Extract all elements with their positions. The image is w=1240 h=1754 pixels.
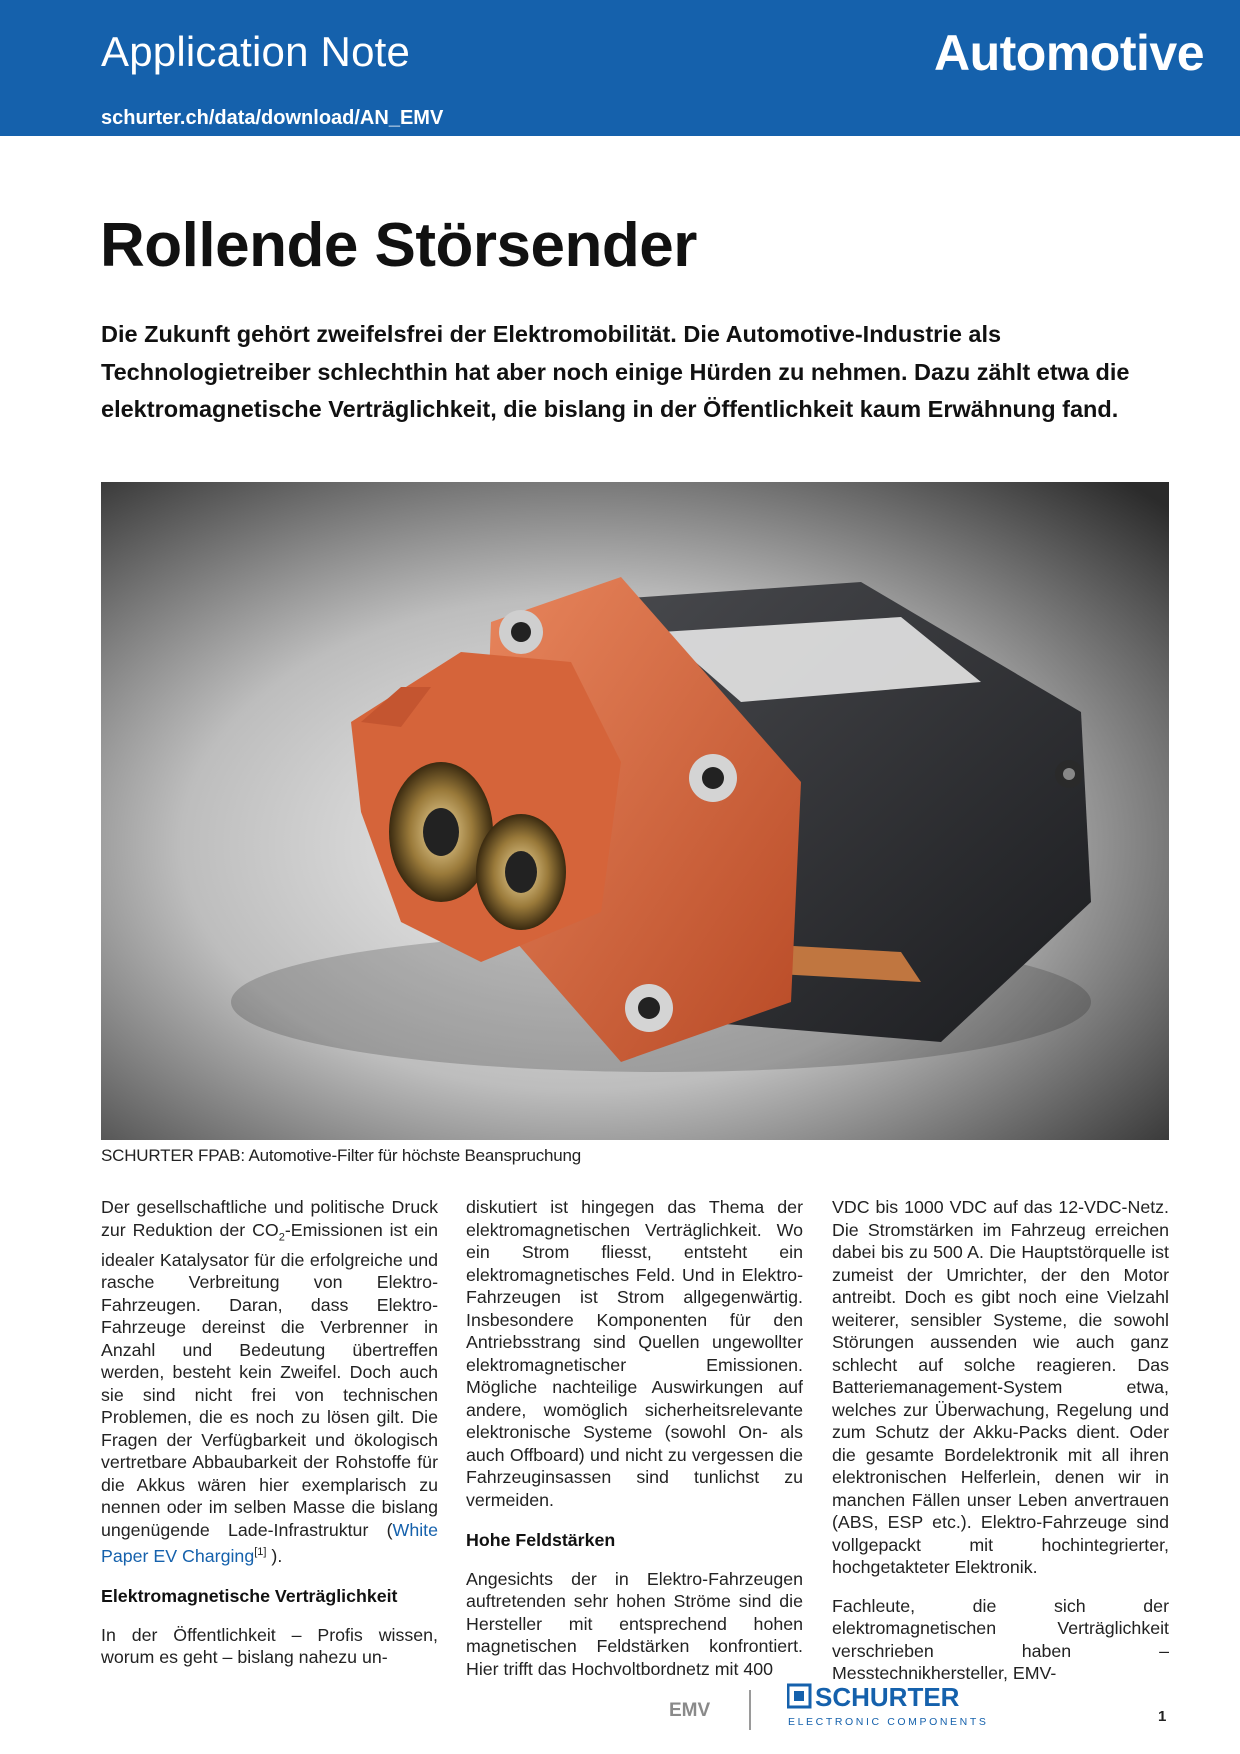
body-text: -Emissionen ist ein idealer Katalysator für die erfolgreiche und rasche Verbreitung von Elektro-Fahrzeugen. Daran, dass Elektro-Fahrzeuge dereinst die Verbrenner in Anzahl und Bedeutung übertreffen werden, besteht kein Zweifel. Doch auch sie sind nicht frei von technischen Problemen, die es noch zu lösen gilt. Die Fragen der Verfügbarkeit und ökologisch vertretbare Abbaubarkeit der Rohstoffe für die Akkus wären hier exemplarisch zu nennen oder im selben Masse die bislang ungenügende Lade-Infrastruktur (: [101, 1219, 438, 1540]
body-paragraph: In der Öffentlichkeit – Profis wissen, worum es geht – bislang nahezu un-: [101, 1624, 438, 1668]
text-column-3: [832, 1196, 1169, 1685]
reference-marker: [1]: [254, 1546, 267, 1559]
body-text: Der gesellschaftliche und politische Druck zur Reduktion der CO: [101, 1197, 438, 1240]
section-heading-emv: Elektromagnetische Verträglichkeit: [101, 1586, 398, 1607]
lead-paragraph: Die Zukunft gehört zweifelsfrei der Elektromobilität. Die Automotive-Industrie als Technologietreiber schlechthin hat aber noch einige Hürden zu nehmen. Dazu zählt etwa die elektromagnetische Verträglichkeit, die bislang in der Öffentlichkeit kaum Erwähnung fand.: [101, 321, 1130, 422]
header-bar: [0, 0, 1240, 136]
body-paragraph: [101, 1196, 438, 1567]
text-column-2: [466, 1196, 803, 1680]
section-heading-feldstaerken: Hohe Feldstärken: [466, 1530, 616, 1550]
body-paragraph: diskutiert ist hingegen das Thema der elektromagnetischen Verträglichkeit. Wo ein Strom fliesst, entsteht ein elektromagnetisches Feld. Und in Elektro-Fahrzeugen ist Strom allgegenwärtig. Insbesondere Komponenten für den Antriebsstrang sind Quellen ungewollter elektromagnetischer Emissionen. Mögliche nachteilige Auswirkungen auf andere, womöglich sicherheitsrelevante elektronische Systeme (sowohl On- als auch Offboard) und nicht zu vergessen die Fahrzeuginsassen sind tunlichst zu vermeiden.: [466, 1197, 803, 1510]
body-paragraph: Angesichts der in Elektro-Fahrzeugen auftretenden sehr hohen Ströme sind die Hersteller mit entsprechend hohen magnetischen Feldstärken konfrontiert. Hier trifft das Hochvoltbordnetz mit 400: [466, 1568, 803, 1679]
image-caption: SCHURTER FPAB: Automotive-Filter für höchste Beanspruchung: [101, 1146, 582, 1165]
body-paragraph: VDC bis 1000 VDC auf das 12-VDC-Netz. Die Stromstärken im Fahrzeug erreichen dabei bis zu 500 A. Die Hauptstörquelle ist zumeist der Umrichter, der den Motor antreibt. Doch es gibt noch eine Vielzahl weiterer, sensibler Systeme, die sowohl Störungen aussenden wie auch ganz schlecht auf solche reagieren. Das Batteriemanagement-System etwa, welches zur Überwachung, Regelung und zum Schutz der Akku-Packs dient. Oder die gesamte Bordelektronik mit all ihren elektronischen Helferlein, denen wir in manchen Fällen unser Leben anvertrauen (ABS, ESP etc.). Elektro-Fahrzeuge sind vollgepackt mit hochintegrierter, hochgetakteter Elektronik.: [832, 1197, 1169, 1577]
product-photo: [101, 482, 1169, 1140]
doc-type-label: Application Note: [101, 28, 411, 75]
download-url-link[interactable]: schurter.ch/data/download/AN_EMV: [101, 107, 444, 129]
page-title: Rollende Störsender: [100, 211, 697, 280]
footer-divider: [749, 1690, 751, 1730]
footer-section-label: EMV: [669, 1700, 711, 1721]
body-text: ).: [266, 1545, 283, 1566]
emv-filter-image: [101, 482, 1169, 1140]
white-paper-link[interactable]: White Paper EV Charging: [101, 1519, 438, 1566]
page-number: 1: [1158, 1708, 1167, 1725]
body-paragraph: Fachleute, die sich der elektromagnetischen Verträglichkeit verschrieben haben – Messtechnikhersteller, EMV-: [832, 1595, 1169, 1683]
category-label: Automotive: [934, 25, 1204, 81]
svg-text:ELECTRONIC COMPONENTS: ELECTRONIC COMPONENTS: [788, 1716, 989, 1728]
schurter-logo: [787, 1683, 1002, 1729]
subscript: 2: [278, 1231, 285, 1244]
svg-text:SCHURTER: SCHURTER: [815, 1683, 960, 1712]
text-column-1: [101, 1196, 438, 1669]
